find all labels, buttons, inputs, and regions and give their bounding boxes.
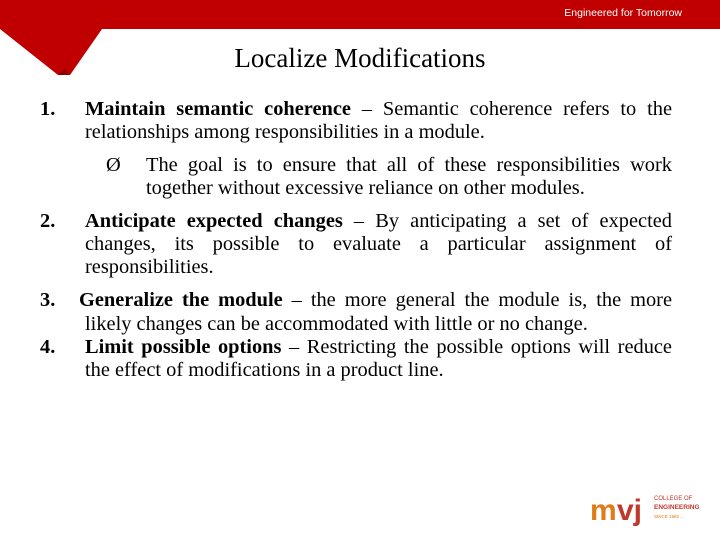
svg-text:COLLEGE OF: COLLEGE OF — [654, 496, 693, 502]
svg-text:SINCE 1982 ...: SINCE 1982 ... — [654, 514, 685, 519]
slide-title: Localize Modifications — [234, 43, 486, 73]
svg-text:m: m — [590, 494, 617, 526]
sub-bullet-text: The goal is to ensure that all of these responsibilities work together without excessive reliance on other modules. — [146, 154, 672, 199]
list-item — [40, 336, 672, 382]
item-text: – Restricting the possible options will reduce the effect of modifications in a product line. — [85, 336, 672, 381]
item-number: 3. — [40, 289, 56, 311]
header-tagline: Engineered for Tomorrow — [564, 7, 682, 19]
item-text: – the more general the module is, the more likely changes can be accommodated with little or no change. — [85, 289, 672, 335]
item-heading: Anticipate expected changes — [85, 210, 343, 232]
header-band — [0, 0, 720, 29]
item-number: 4. — [40, 336, 56, 358]
item-text: – Semantic coherence refers to the relationships among responsibilities in a module. — [85, 98, 672, 143]
slide-content — [40, 98, 672, 382]
list-item — [40, 210, 672, 279]
college-logo — [590, 490, 702, 526]
item-heading: Maintain semantic coherence — [85, 98, 351, 120]
item-number: 2. — [40, 210, 56, 232]
item-heading: Limit possible options — [85, 336, 282, 358]
item-heading: Generalize the module — [79, 289, 283, 311]
list-item — [40, 288, 672, 336]
svg-text:ENGINEERING: ENGINEERING — [654, 504, 700, 511]
list-item — [40, 98, 672, 144]
item-text: – By anticipating a set of expected changes, its possible to evaluate a particular assignment of responsibilities. — [85, 210, 672, 278]
arrow-bullet-icon: Ø — [106, 154, 121, 176]
sub-bullet — [40, 154, 672, 200]
item-number: 1. — [40, 98, 56, 120]
svg-text:vj: vj — [617, 494, 643, 526]
